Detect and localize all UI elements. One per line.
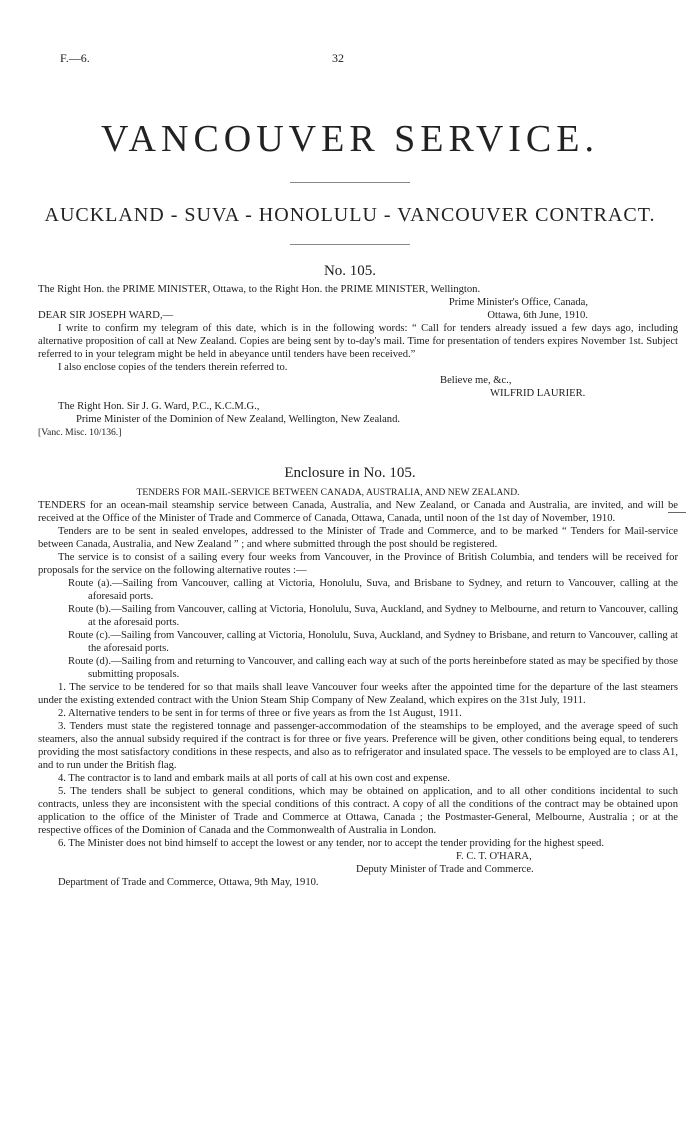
letter-salutation: DEAR SIR JOSEPH WARD,— [38, 310, 174, 321]
letter-number: No. 105. [323, 263, 377, 279]
condition-4: 4. The contractor is to land and embark mails at all ports of call at his own cost and expense. [58, 773, 450, 784]
letter-from-to: The Right Hon. the PRIME MINISTER, Ottawa, to the Right Hon. the PRIME MINISTER, Wellington. [38, 284, 481, 295]
route-a: Route (a).—Sailing from Vancouver, calling at Victoria, Honolulu, Suva, and Brisbane to Sydney, and return to Vancouver, calling at the aforesaid ports. [68, 578, 678, 602]
enclosure-block [38, 486, 678, 889]
enclosure-paragraph-2: Tenders are to be sent in sealed envelopes, addressed to the Minister of Trade and Commerce, and to be marked “ Tenders for Mail-service between Canada, Australia, and New Zealand ” ; and where submitted through the post should be registered. [38, 526, 678, 550]
letter-body-2: I also enclose copies of the tenders therein referred to. [58, 362, 288, 373]
condition-3: 3. Tenders must state the registered tonnage and passenger-accommodation of the steamships to be employed, and the average speed of such steamers, also the annual subsidy required if the contract is for three or five years. Preference will be given, other conditions being equal, to tenderers providing the most satisfactory conditions in these respects, and also as to refrigerator and insulated space. The vessels to be employed are to class A1, and to run under the British flag. [38, 721, 678, 771]
condition-6: 6. The Minister does not bind himself to accept the lowest or any tender, nor to accept the tender providing for the highest speed. [58, 838, 604, 849]
enclosure-signer-title: Deputy Minister of Trade and Commerce. [356, 864, 534, 875]
subtitle-divider [290, 244, 410, 245]
page-number: 32 [332, 51, 344, 65]
letter-office: Prime Minister's Office, Canada, [448, 297, 588, 308]
enclosure-signer: F. C. T. O'HARA, [456, 851, 532, 862]
letter-block [38, 283, 678, 439]
letter-body-1: I write to confirm my telegram of this date, which is in the following words: “ Call for tenders already issued a few days ago, including alternative proposition of call at New Zealand. Copies are being sent by to-day's mail. Time for presentation of tenders expires November 1st. Subject referred to in your telegram might be held in abeyance until tenders have been received.” [38, 323, 678, 360]
document-title: VANCOUVER SERVICE. [101, 118, 599, 160]
condition-1: 1. The service to be tendered for so that mails shall leave Vancouver four weeks after the appointed time for the departure of the last steamers under the existing extended contract with the Union Steam Ship Company of New Zealand, which expires on the 31st July, 1911. [38, 682, 678, 706]
enclosure-paragraph-1: TENDERS for an ocean-mail steamship service between Canada, Australia, and New Zealand, or Canada and Australia, are invited, and will be received at the Office of the Minister of Trade and Commerce of Canada, Ottawa, Canada, until noon of the 1st day of November, 1910. [38, 500, 678, 524]
document-subtitle: AUCKLAND - SUVA - HONOLULU - VANCOUVER CONTRACT. [44, 204, 656, 226]
letter-place-date: Ottawa, 6th June, 1910. [487, 310, 588, 321]
margin-mark [668, 512, 686, 513]
page-reference: F.—6. [60, 51, 90, 65]
route-b: Route (b).—Sailing from Vancouver, calling at Victoria, Honolulu, Suva, Auckland, and Sydney to Melbourne, and return to Vancouver, calling at the aforesaid ports. [68, 604, 678, 628]
route-c: Route (c).—Sailing from Vancouver, calling at Victoria, Honolulu, Suva, Auckland, and Sydney to Brisbane, and return to Vancouver, calling at the aforesaid ports. [68, 630, 678, 654]
letter-addressee-2: Prime Minister of the Dominion of New Zealand, Wellington, New Zealand. [76, 414, 401, 425]
letter-salutation-row [38, 309, 678, 322]
letter-addressee-1: The Right Hon. Sir J. G. Ward, P.C., K.C.M.G., [58, 401, 260, 412]
enclosure-paragraph-3: The service is to consist of a sailing every four weeks from Vancouver, in the Province of British Columbia, and tenders will be received for proposals for the service on the following alternative routes :— [38, 552, 678, 576]
enclosure-heading: Enclosure in No. 105. [284, 465, 416, 481]
enclosure-department-date: Department of Trade and Commerce, Ottawa, 9th May, 1910. [58, 877, 319, 888]
letter-reference: [Vanc. Misc. 10/136.] [38, 427, 122, 438]
enclosure-subheading: TENDERS FOR MAIL-SERVICE BETWEEN CANADA, AUSTRALIA, AND NEW ZEALAND. [136, 487, 520, 498]
route-d: Route (d).—Sailing from and returning to Vancouver, and calling each way at such of the ports hereinbefore stated as may be specified by those submitting proposals. [68, 656, 678, 680]
letter-closing: Believe me, &c., [440, 375, 512, 386]
condition-2: 2. Alternative tenders to be sent in for terms of three or five years as from the 1st August, 1911. [58, 708, 462, 719]
title-divider [290, 182, 410, 183]
condition-5: 5. The tenders shall be subject to general conditions, which may be obtained on application, and to all other conditions incidental to such contracts, unless they are inconsistent with the special conditions of this contract. A copy of all the conditions of the contract may be obtained upon application to the office of the Minister of Trade and Commerce at Ottawa, Canada ; the Postmaster-General, Melbourne, Australia ; or at the respective offices of the Dominion of Canada and the Commonwealth of Australia in London. [38, 786, 678, 836]
letter-signature: WILFRID LAURIER. [490, 388, 586, 399]
